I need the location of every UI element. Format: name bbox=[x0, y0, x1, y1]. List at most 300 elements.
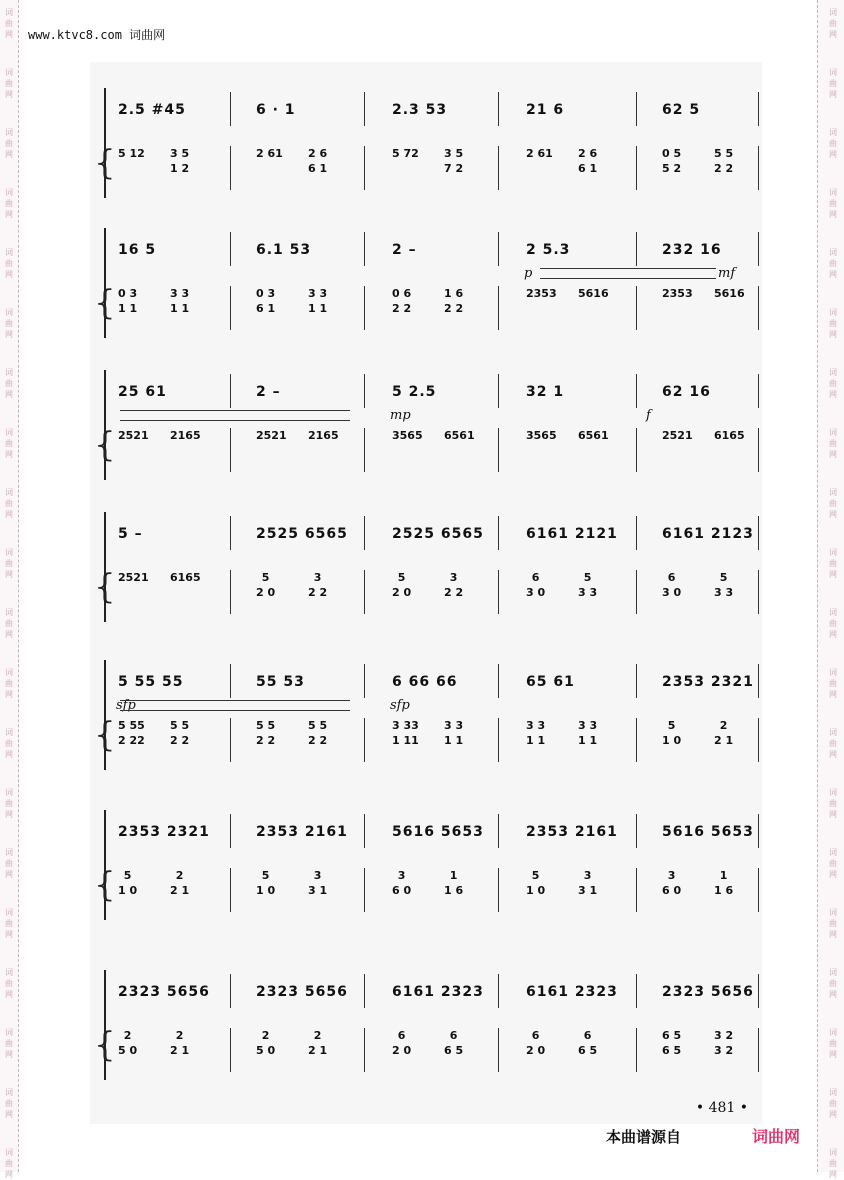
watermark-char: 网 bbox=[829, 450, 837, 459]
barline bbox=[636, 974, 637, 1008]
accompaniment-group: 3 3 1 bbox=[578, 869, 598, 897]
watermark-char: 曲 bbox=[829, 919, 837, 928]
watermark-char: 词 bbox=[5, 248, 13, 257]
melody-measure: 5616 5653 bbox=[392, 824, 484, 840]
watermark-char: 曲 bbox=[829, 1159, 837, 1168]
accompaniment-group: 5 3 3 bbox=[714, 571, 734, 599]
melody-measure: 6161 2323 bbox=[526, 984, 618, 1000]
dynamic-mark: f bbox=[646, 408, 651, 423]
watermark-char: 网 bbox=[5, 390, 13, 399]
barline bbox=[636, 1028, 637, 1072]
system-brace: { bbox=[94, 1025, 116, 1065]
watermark-char: 网 bbox=[5, 870, 13, 879]
melody-measure: 21 6 bbox=[526, 102, 565, 118]
watermark-char: 网 bbox=[829, 1110, 837, 1119]
watermark-char: 网 bbox=[829, 810, 837, 819]
barline bbox=[758, 286, 759, 330]
barline bbox=[230, 232, 231, 266]
melody-measure: 2323 5656 bbox=[256, 984, 348, 1000]
watermark-char: 词 bbox=[829, 428, 837, 437]
watermark-char: 曲 bbox=[829, 1039, 837, 1048]
accompaniment-group: 3 5 1 2 bbox=[170, 147, 190, 175]
accompaniment-group: 1 1 6 bbox=[444, 869, 464, 897]
barline bbox=[498, 516, 499, 550]
barline bbox=[636, 92, 637, 126]
accompaniment-group: 2521 bbox=[662, 429, 693, 442]
barline bbox=[364, 146, 365, 190]
barline bbox=[230, 974, 231, 1008]
accompaniment-group: 2 2 1 bbox=[170, 1029, 190, 1057]
watermark-char: 曲 bbox=[829, 1099, 837, 1108]
accompaniment-group: 3565 bbox=[526, 429, 557, 442]
melody-measure: 2353 2321 bbox=[118, 824, 210, 840]
watermark-char: 曲 bbox=[829, 439, 837, 448]
accompaniment-group: 6 6 5 bbox=[444, 1029, 464, 1057]
barline bbox=[758, 428, 759, 472]
melody-measure: 62 5 bbox=[662, 102, 701, 118]
barline bbox=[364, 374, 365, 408]
watermark-char: 曲 bbox=[5, 859, 13, 868]
barline bbox=[364, 92, 365, 126]
watermark-char: 网 bbox=[5, 1050, 13, 1059]
watermark-char: 网 bbox=[5, 930, 13, 939]
watermark-char: 网 bbox=[829, 30, 837, 39]
watermark-char: 网 bbox=[829, 510, 837, 519]
accompaniment-group: 2 61 bbox=[526, 147, 553, 160]
barline bbox=[364, 428, 365, 472]
accompaniment-group: 3 3 1 1 bbox=[578, 719, 598, 747]
barline bbox=[758, 868, 759, 912]
accompaniment-group: 2353 bbox=[526, 287, 557, 300]
watermark-char: 网 bbox=[5, 150, 13, 159]
watermark-char: 网 bbox=[829, 630, 837, 639]
accompaniment-group: 0 3 6 1 bbox=[256, 287, 276, 315]
dynamic-mark: mf bbox=[718, 266, 736, 281]
watermark-char: 词 bbox=[829, 668, 837, 677]
melody-measure: 6 66 66 bbox=[392, 674, 458, 690]
barline bbox=[498, 232, 499, 266]
watermark-char: 网 bbox=[829, 210, 837, 219]
melody-measure: 2525 6565 bbox=[256, 526, 348, 542]
watermark-char: 网 bbox=[5, 810, 13, 819]
watermark-char: 词 bbox=[5, 8, 13, 17]
watermark-char: 曲 bbox=[829, 199, 837, 208]
accompaniment-group: 2 5 0 bbox=[118, 1029, 138, 1057]
watermark-char: 曲 bbox=[829, 979, 837, 988]
watermark-char: 曲 bbox=[5, 499, 13, 508]
accompaniment-group: 3 2 2 bbox=[444, 571, 464, 599]
accompaniment-group: 6 6 5 bbox=[578, 1029, 598, 1057]
accompaniment-group: 2521 bbox=[256, 429, 287, 442]
barline bbox=[230, 92, 231, 126]
watermark-char: 曲 bbox=[5, 259, 13, 268]
barline bbox=[498, 286, 499, 330]
accompaniment-group: 3 5 7 2 bbox=[444, 147, 464, 175]
barline bbox=[498, 146, 499, 190]
dynamic-mark: mp bbox=[390, 408, 411, 423]
accompaniment-group: 6165 bbox=[170, 571, 201, 584]
watermark-char: 词 bbox=[829, 728, 837, 737]
watermark-char: 曲 bbox=[5, 619, 13, 628]
system-brace: { bbox=[94, 865, 116, 905]
hairpin bbox=[120, 410, 350, 421]
accompaniment-group: 3 3 1 1 bbox=[170, 287, 190, 315]
barline bbox=[230, 664, 231, 698]
accompaniment-group: 1 1 6 bbox=[714, 869, 734, 897]
hairpin bbox=[540, 268, 716, 279]
barline bbox=[758, 1028, 759, 1072]
barline bbox=[498, 1028, 499, 1072]
accompaniment-group: 5 55 2 22 bbox=[118, 719, 145, 747]
barline bbox=[758, 146, 759, 190]
barline bbox=[636, 868, 637, 912]
melody-measure: 62 16 bbox=[662, 384, 711, 400]
melody-measure: 6161 2323 bbox=[392, 984, 484, 1000]
melody-measure: 6161 2121 bbox=[526, 526, 618, 542]
accompaniment-group: 5 5 2 2 bbox=[256, 719, 276, 747]
barline bbox=[498, 974, 499, 1008]
watermark-char: 网 bbox=[829, 930, 837, 939]
barline bbox=[230, 428, 231, 472]
accompaniment-group: 2 5 0 bbox=[256, 1029, 276, 1057]
melody-measure: 232 16 bbox=[662, 242, 722, 258]
watermark-char: 曲 bbox=[829, 139, 837, 148]
melody-measure: 16 5 bbox=[118, 242, 157, 258]
watermark-char: 网 bbox=[829, 870, 837, 879]
watermark-char: 网 bbox=[829, 330, 837, 339]
watermark-char: 词 bbox=[5, 968, 13, 977]
melody-measure: 6 · 1 bbox=[256, 102, 296, 118]
watermark-char: 曲 bbox=[829, 619, 837, 628]
watermark-char: 曲 bbox=[829, 259, 837, 268]
watermark-char: 词 bbox=[5, 368, 13, 377]
watermark-char: 曲 bbox=[829, 79, 837, 88]
accompaniment-group: 5 1 0 bbox=[118, 869, 138, 897]
watermark-char: 词 bbox=[829, 608, 837, 617]
barline bbox=[230, 374, 231, 408]
watermark-char: 网 bbox=[5, 210, 13, 219]
barline bbox=[364, 516, 365, 550]
system-brace: { bbox=[94, 283, 116, 323]
watermark-char: 词 bbox=[829, 548, 837, 557]
melody-measure: 2 – bbox=[256, 384, 281, 400]
watermark-char: 网 bbox=[5, 1110, 13, 1119]
barline bbox=[758, 814, 759, 848]
barline bbox=[498, 570, 499, 614]
barline bbox=[758, 570, 759, 614]
accompaniment-group: 6 3 0 bbox=[526, 571, 546, 599]
melody-measure: 32 1 bbox=[526, 384, 565, 400]
watermark-char: 词 bbox=[829, 68, 837, 77]
accompaniment-group: 2 2 1 bbox=[308, 1029, 328, 1057]
barline bbox=[636, 664, 637, 698]
watermark-char: 网 bbox=[829, 690, 837, 699]
watermark-char: 网 bbox=[829, 1170, 837, 1179]
dynamic-mark: sfp bbox=[116, 698, 136, 713]
watermark-char: 网 bbox=[5, 750, 13, 759]
barline bbox=[364, 718, 365, 762]
accompaniment-group: 3 3 1 1 bbox=[444, 719, 464, 747]
accompaniment-group: 2 2 1 bbox=[714, 719, 734, 747]
melody-measure: 2 5.3 bbox=[526, 242, 571, 258]
barline bbox=[498, 664, 499, 698]
barline bbox=[758, 516, 759, 550]
melody-measure: 5616 5653 bbox=[662, 824, 754, 840]
dynamic-mark: p bbox=[524, 266, 533, 281]
watermark-char: 词 bbox=[829, 908, 837, 917]
watermark-char: 网 bbox=[829, 750, 837, 759]
barline bbox=[364, 974, 365, 1008]
watermark-char: 曲 bbox=[5, 1159, 13, 1168]
accompaniment-group: 6561 bbox=[578, 429, 609, 442]
watermark-char: 网 bbox=[829, 390, 837, 399]
barline bbox=[758, 92, 759, 126]
watermark-char: 词 bbox=[829, 968, 837, 977]
watermark-char: 曲 bbox=[829, 859, 837, 868]
accompaniment-group: 5 2 0 bbox=[256, 571, 276, 599]
barline bbox=[364, 1028, 365, 1072]
watermark-char: 曲 bbox=[829, 499, 837, 508]
barline bbox=[758, 718, 759, 762]
watermark-char: 词 bbox=[829, 128, 837, 137]
watermark-char: 曲 bbox=[5, 919, 13, 928]
watermark-char: 曲 bbox=[5, 199, 13, 208]
watermark-char: 词 bbox=[5, 188, 13, 197]
watermark-char: 词 bbox=[5, 908, 13, 917]
system-brace: { bbox=[94, 425, 116, 465]
watermark-char: 曲 bbox=[5, 559, 13, 568]
barline bbox=[230, 516, 231, 550]
accompaniment-group: 3 6 0 bbox=[662, 869, 682, 897]
watermark-char: 词 bbox=[5, 428, 13, 437]
barline bbox=[758, 974, 759, 1008]
watermark-char: 网 bbox=[5, 90, 13, 99]
watermark-char: 词 bbox=[829, 248, 837, 257]
melody-measure: 55 53 bbox=[256, 674, 305, 690]
watermark-char: 网 bbox=[5, 630, 13, 639]
watermark-char: 词 bbox=[5, 728, 13, 737]
melody-measure: 5 55 55 bbox=[118, 674, 184, 690]
watermark-char: 网 bbox=[5, 330, 13, 339]
melody-measure: 6.1 53 bbox=[256, 242, 312, 258]
watermark-char: 网 bbox=[5, 270, 13, 279]
watermark-char: 曲 bbox=[5, 19, 13, 28]
watermark-char: 网 bbox=[5, 30, 13, 39]
barline bbox=[498, 428, 499, 472]
dynamic-mark: sfp bbox=[390, 698, 410, 713]
accompaniment-group: 5 12 bbox=[118, 147, 145, 160]
watermark-char: 曲 bbox=[829, 679, 837, 688]
barline bbox=[364, 664, 365, 698]
watermark-char: 曲 bbox=[5, 679, 13, 688]
accompaniment-group: 5 1 0 bbox=[526, 869, 546, 897]
accompaniment-group: 0 5 5 2 bbox=[662, 147, 682, 175]
accompaniment-group: 6165 bbox=[714, 429, 745, 442]
watermark-char: 曲 bbox=[5, 439, 13, 448]
accompaniment-group: 5 2 0 bbox=[392, 571, 412, 599]
barline bbox=[636, 516, 637, 550]
watermark-char: 曲 bbox=[5, 1039, 13, 1048]
watermark-char: 网 bbox=[5, 570, 13, 579]
watermark-char: 曲 bbox=[829, 559, 837, 568]
watermark-char: 词 bbox=[829, 188, 837, 197]
barline bbox=[498, 814, 499, 848]
watermark-char: 曲 bbox=[829, 19, 837, 28]
system-brace: { bbox=[94, 143, 116, 183]
watermark-char: 曲 bbox=[5, 79, 13, 88]
watermark-char: 网 bbox=[829, 150, 837, 159]
barline bbox=[364, 570, 365, 614]
melody-measure: 2.5 #45 bbox=[118, 102, 186, 118]
watermark-char: 词 bbox=[5, 1028, 13, 1037]
watermark-char: 网 bbox=[829, 570, 837, 579]
system-brace: { bbox=[94, 567, 116, 607]
barline bbox=[636, 570, 637, 614]
accompaniment-group: 6561 bbox=[444, 429, 475, 442]
watermark-char: 词 bbox=[829, 1088, 837, 1097]
accompaniment-group: 5 3 3 bbox=[578, 571, 598, 599]
watermark-char: 曲 bbox=[5, 799, 13, 808]
accompaniment-group: 2 2 1 bbox=[170, 869, 190, 897]
watermark-char: 曲 bbox=[5, 739, 13, 748]
barline bbox=[636, 814, 637, 848]
accompaniment-group: 6 5 6 5 bbox=[662, 1029, 682, 1057]
watermark-char: 网 bbox=[829, 1050, 837, 1059]
watermark-char: 曲 bbox=[829, 739, 837, 748]
barline bbox=[636, 428, 637, 472]
melody-measure: 2353 2321 bbox=[662, 674, 754, 690]
accompaniment-group: 5 1 0 bbox=[256, 869, 276, 897]
melody-measure: 2.3 53 bbox=[392, 102, 448, 118]
barline bbox=[230, 286, 231, 330]
watermark-char: 词 bbox=[829, 8, 837, 17]
accompaniment-group: 1 6 2 2 bbox=[444, 287, 464, 315]
barline bbox=[230, 718, 231, 762]
barline bbox=[758, 664, 759, 698]
watermark-char: 网 bbox=[5, 1170, 13, 1179]
accompaniment-group: 2 61 bbox=[256, 147, 283, 160]
watermark-char: 网 bbox=[5, 690, 13, 699]
watermark-char: 曲 bbox=[829, 799, 837, 808]
melody-measure: 5 2.5 bbox=[392, 384, 437, 400]
watermark-char: 词 bbox=[829, 848, 837, 857]
accompaniment-group: 2521 bbox=[118, 571, 149, 584]
watermark-char: 词 bbox=[5, 488, 13, 497]
watermark-char: 曲 bbox=[5, 979, 13, 988]
hairpin bbox=[120, 700, 350, 711]
accompaniment-group: 6 3 0 bbox=[662, 571, 682, 599]
accompaniment-group: 3 6 0 bbox=[392, 869, 412, 897]
watermark-char: 词 bbox=[5, 848, 13, 857]
accompaniment-group: 2165 bbox=[170, 429, 201, 442]
watermark-char: 词 bbox=[5, 548, 13, 557]
accompaniment-group: 3 2 3 2 bbox=[714, 1029, 734, 1057]
accompaniment-group: 6 2 0 bbox=[526, 1029, 546, 1057]
melody-measure: 2525 6565 bbox=[392, 526, 484, 542]
accompaniment-group: 0 3 1 1 bbox=[118, 287, 138, 315]
site-url[interactable]: www.ktvc8.com 词曲网 bbox=[28, 28, 166, 42]
watermark-char: 网 bbox=[5, 450, 13, 459]
accompaniment-group: 5616 bbox=[578, 287, 609, 300]
watermark-char: 网 bbox=[829, 990, 837, 999]
melody-measure: 2353 2161 bbox=[526, 824, 618, 840]
accompaniment-group: 3 3 1 bbox=[308, 869, 328, 897]
watermark-char: 词 bbox=[5, 68, 13, 77]
accompaniment-group: 3565 bbox=[392, 429, 423, 442]
melody-measure: 6161 2123 bbox=[662, 526, 754, 542]
accompaniment-group: 6 2 0 bbox=[392, 1029, 412, 1057]
barline bbox=[636, 718, 637, 762]
watermark-char: 曲 bbox=[5, 139, 13, 148]
watermark-char: 网 bbox=[5, 990, 13, 999]
accompaniment-group: 3 2 2 bbox=[308, 571, 328, 599]
barline bbox=[636, 232, 637, 266]
watermark-char: 曲 bbox=[5, 319, 13, 328]
melody-measure: 65 61 bbox=[526, 674, 575, 690]
barline bbox=[364, 868, 365, 912]
melody-measure: 25 61 bbox=[118, 384, 167, 400]
accompaniment-group: 2 6 6 1 bbox=[308, 147, 328, 175]
barline bbox=[230, 146, 231, 190]
barline bbox=[364, 286, 365, 330]
barline bbox=[758, 232, 759, 266]
melody-measure: 2323 5656 bbox=[118, 984, 210, 1000]
accompaniment-group: 2 6 6 1 bbox=[578, 147, 598, 175]
page-number: • 481 • bbox=[695, 1100, 748, 1116]
barline bbox=[636, 286, 637, 330]
accompaniment-group: 2353 bbox=[662, 287, 693, 300]
barline bbox=[498, 374, 499, 408]
melody-measure: 5 – bbox=[118, 526, 143, 542]
system-brace: { bbox=[94, 715, 116, 755]
watermark-char: 词 bbox=[5, 668, 13, 677]
watermark-char: 词 bbox=[829, 788, 837, 797]
barline bbox=[498, 92, 499, 126]
barline bbox=[498, 868, 499, 912]
watermark-char: 网 bbox=[5, 510, 13, 519]
accompaniment-group: 2165 bbox=[308, 429, 339, 442]
barline bbox=[498, 718, 499, 762]
site-logo-text[interactable]: 词曲网 bbox=[752, 1127, 801, 1146]
barline bbox=[364, 232, 365, 266]
accompaniment-group: 3 3 1 1 bbox=[526, 719, 546, 747]
watermark-char: 词 bbox=[829, 1148, 837, 1157]
watermark-char: 网 bbox=[829, 90, 837, 99]
watermark-char: 词 bbox=[5, 128, 13, 137]
barline bbox=[230, 814, 231, 848]
accompaniment-group: 5 5 2 2 bbox=[714, 147, 734, 175]
accompaniment-group: 5 5 2 2 bbox=[170, 719, 190, 747]
melody-measure: 2 – bbox=[392, 242, 417, 258]
watermark-char: 网 bbox=[829, 270, 837, 279]
accompaniment-group: 3 3 1 1 bbox=[308, 287, 328, 315]
watermark-char: 词 bbox=[5, 308, 13, 317]
accompaniment-group: 5 5 2 2 bbox=[308, 719, 328, 747]
barline bbox=[230, 868, 231, 912]
accompaniment-group: 5 72 bbox=[392, 147, 419, 160]
watermark-char: 曲 bbox=[829, 319, 837, 328]
barline bbox=[230, 1028, 231, 1072]
accompaniment-group: 3 33 1 11 bbox=[392, 719, 419, 747]
watermark-char: 词 bbox=[5, 1148, 13, 1157]
melody-measure: 2323 5656 bbox=[662, 984, 754, 1000]
watermark-char: 词 bbox=[829, 368, 837, 377]
watermark-char: 词 bbox=[829, 1028, 837, 1037]
watermark-char: 曲 bbox=[5, 379, 13, 388]
barline bbox=[230, 570, 231, 614]
watermark-char: 词 bbox=[5, 1088, 13, 1097]
watermark-char: 词 bbox=[829, 488, 837, 497]
